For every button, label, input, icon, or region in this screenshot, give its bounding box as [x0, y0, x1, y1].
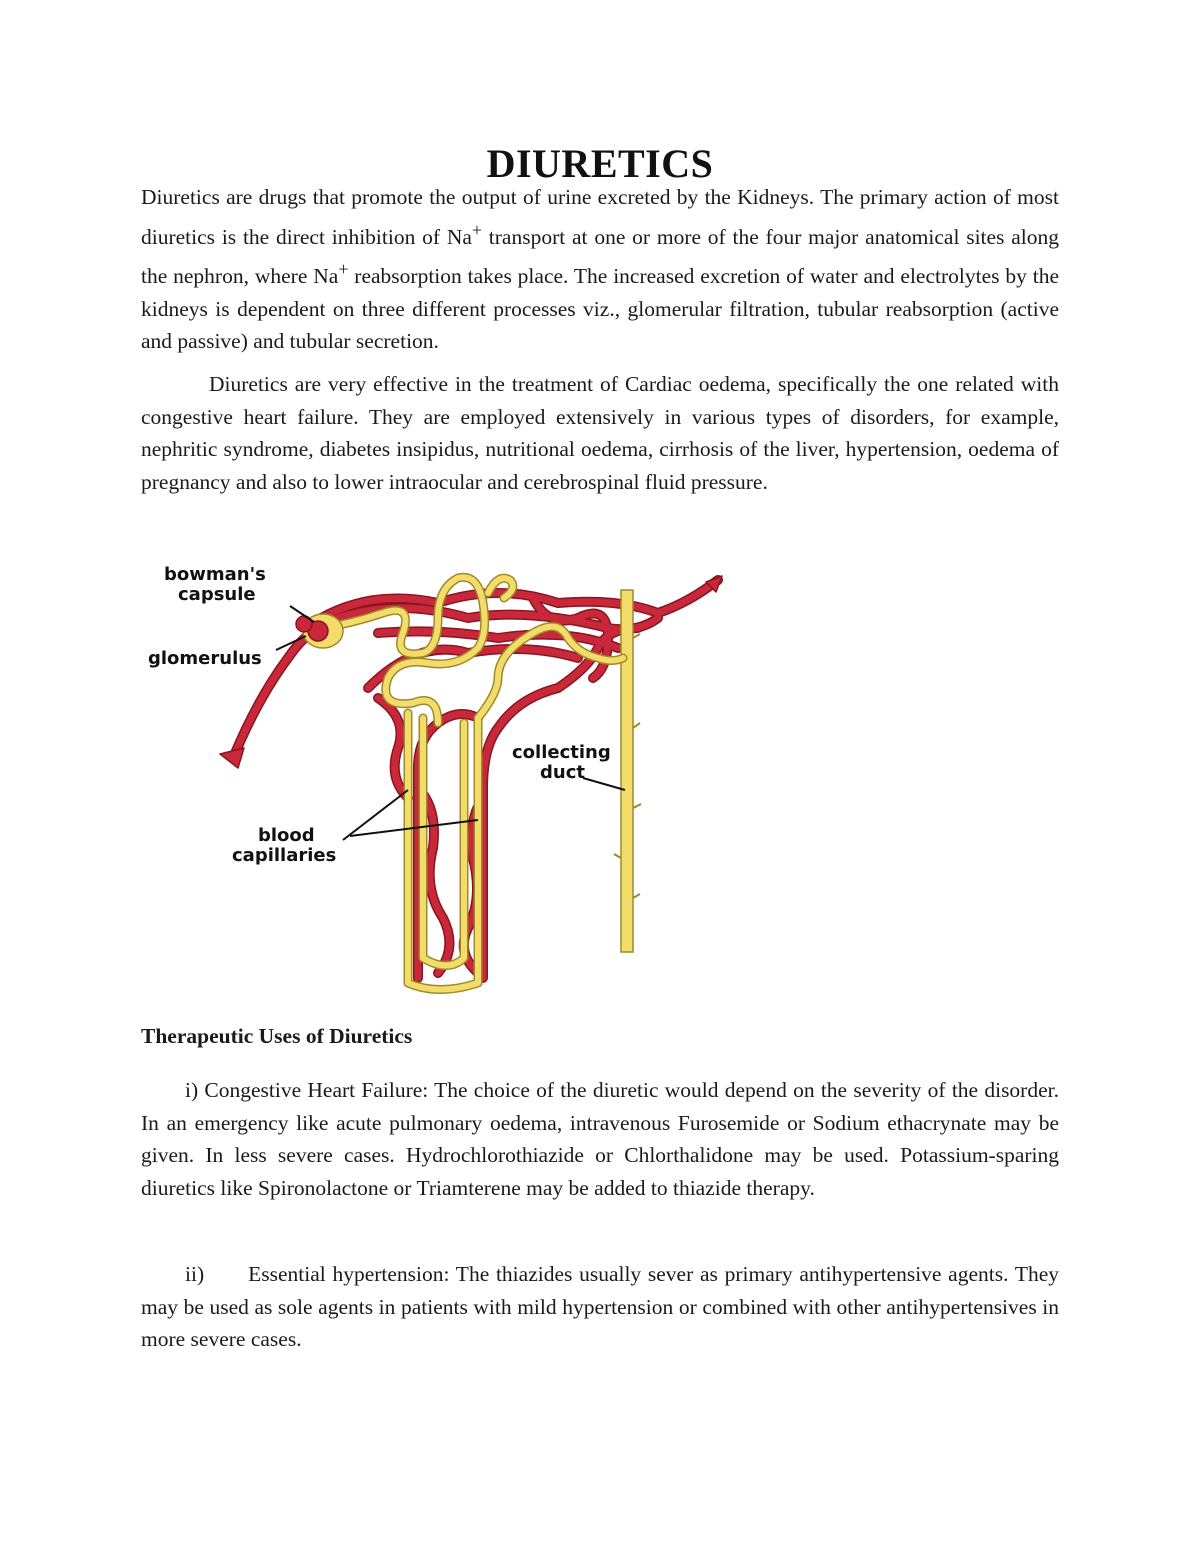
- list-item-1: i) Congestive Heart Failure: The choice of the diuretic would depend on the severity of the disorder. In an emergency like acute pulmonary oedema, intravenous Furosemide or Sodium ethacrynate may be given. In less severe cases. Hydrochlorothiazide or Chlorthalidone may be used. Potassium-sparing diuretics like Spironolactone or Triamterene may be added to thiazide therapy.: [141, 1078, 1059, 1200]
- nephron-diagram: [138, 558, 738, 998]
- label-blood-2: capillaries: [232, 845, 337, 866]
- intro-paragraph: Diuretics are drugs that promote the output of urine excreted by the Kidneys. The primary action of most diuretics is the direct inhibition of Na+ transport at one or more of the four major anatomical sites along the nephron, where Na+ reabsorption takes place. The increased excretion of water and electrolytes by the kidneys is dependent on three different processes viz., glomerular filtration, tubular reabsorption (active and passive) and tubular secretion.: [141, 185, 1060, 354]
- label-collecting-2: duct: [540, 762, 585, 783]
- label-glomerulus: glomerulus: [148, 648, 262, 669]
- label-blood-1: blood: [258, 825, 315, 846]
- section-heading: Therapeutic Uses of Diuretics: [141, 1024, 413, 1048]
- uses-paragraph: Diuretics are very effective in the treatment of Cardiac oedema, specifically the one related with congestive heart failure. They are employed extensively in various types of disorders, for example, nephritic syndrome, diabetes insipidus, nutritional oedema, cirrhosis of the liver, hypertension, oedema of pregnancy and also to lower intraocular and cerebrospinal fluid pressure.: [141, 372, 1059, 494]
- label-collecting-1: collecting: [512, 742, 611, 763]
- label-bowmans-2: capsule: [178, 584, 256, 605]
- document-title: DIURETICS: [486, 141, 714, 186]
- blood-vessels: [220, 576, 722, 978]
- label-bowmans-1: bowman's: [164, 564, 266, 585]
- list-item-2: ii) Essential hypertension: The thiazides usually sever as primary antihypertensive agents. They may be used as sole agents in patients with mild hypertension or combined with other antihypertensives in more severe cases.: [141, 1262, 1059, 1351]
